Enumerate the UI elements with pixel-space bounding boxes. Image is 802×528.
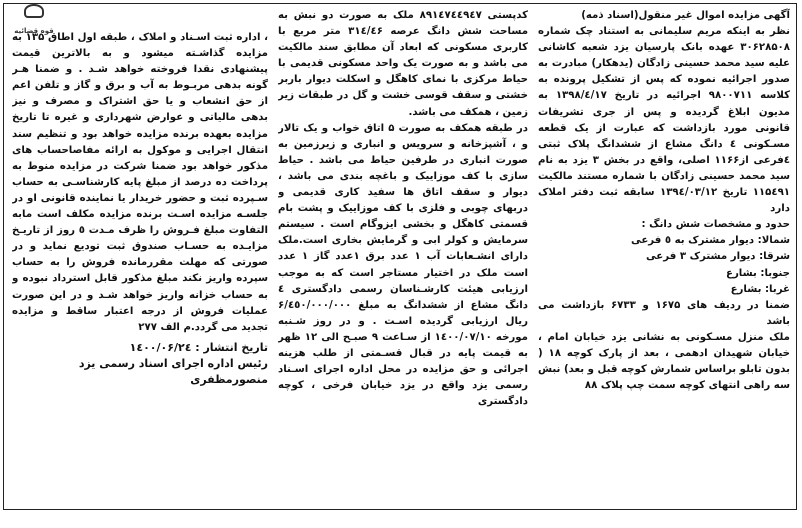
logo-caption: قوه قضائیه <box>14 27 54 35</box>
judiciary-logo <box>8 4 60 35</box>
signatory-name: منصورمظفری <box>190 372 268 386</box>
boundaries-heading: حدود و مشخصات شش دانگ : <box>641 219 790 231</box>
notice-column-middle <box>278 8 528 506</box>
property-details: در طبقه همکف به صورت ۵ اتاق خواب و یک تالار و ، آشپزخانه و سرویس و انباری و زیرزمین به صورت انباری در طرفین حیاط می باشد . حیاط سازی با کف موزاییک و باغچه بندی می باشد ، دیوار و سقف اتاق ها سفید کاری قدیمی و دربهای چوبی و فلزی با کف موزاییک و پشت بام قسمتی کاهگل و بخشی ایزوگام است . سیستم سرمایش و کولر ابی و گرمایش بخاری است.ملک دارای انشـعابات آب ۱ عدد برق ۱عدد گاز ۱ عدد است ملک در اختیار مستاجر است که به موجب ارزیابی هیئت کارشـناسان رسمی دادگستری ٤ دانگ مشاع از ششدانگ به مبلغ ۶/٤٥۰/۰۰۰/۰۰۰ ریال ارزیابی گردیده اسـت . و در روز شـنبه مورخه ۱٤۰۰/۰۷/۱۰ از سـاعت ۹ صبـح الی ۱۲ ظهر به قیمت پایه در قبال قسـمتی از طلب هزینه اجرائی و حق مزایده در محل اداره اجرای اسـناد رسمی یزد واقع در یزد خیابان فرخی ، کوچه دادگستری <box>278 122 528 408</box>
scales-of-justice-icon <box>24 4 44 18</box>
property-address: ملک منزل مسـکونی به نشانی یزد خیابان امام ، خیابان شهیدان ادهمی ، بعد از پارک کوچه ۱۸ ( بدون تابلو براساس شمارش کوچه قبل و بعد) نبش سه راهی انتهای کوچه سمت چپ پلاک ۸۸ <box>538 331 790 392</box>
notice-footer <box>12 340 268 388</box>
seizure-note: ضمنا در ردیف های ۱۶۷۵ و ۶۷۳۳ بازداشت می باشد <box>538 299 790 327</box>
signatory-title: رئیس اداره اجرای اسناد رسمی یزد <box>78 356 268 370</box>
boundary-east: شرقا: دیوار مشترک ۳ فرعی <box>645 251 790 263</box>
notice-title: آگهی مزایده اموال غیر منقول(اسناد ذمه) <box>581 10 790 21</box>
boundary-south: جنوبا: بشارع <box>725 267 790 279</box>
notice-paragraph: نظر به اینکه مریم سلیمانی به استناد چک شماره ۳۰۶۲۸۵۰۸ عهده بانک پارسیان یزد شعبه کاشانی علیه سید محمد حسینی زادگان (یدهکار) مبادرت به صدور اجرائیه نموده که پس از تشکیل پرونده به کلاسه ۹۸۰۰۷۱۱ اجرائیه در تاریخ ۱۳۹۸/٤/۱۷ به مدیون ابلاغ گردیده و پس از جری تشریفات قانونی مورد بازداشت که عبارت از یک قطعه مسـکونی ٤ دانگ مشاع از ششدانگ پلاک ثبتی ٤فرعی از۱۱۶۶ اصلی، واقع در بخش ۳ یزد به نام سید محمد حسینی زادگان با شماره مستند مالکیت ۱۱۵٤۹۱ تاریخ ۱۳۹٤/۰۳/۱۲ سابقه ثبت دفتر املاک دارد <box>538 26 790 215</box>
publish-date: تاریخ انتشار : ۱٤۰۰/۰۶/۲٤ <box>129 340 268 354</box>
notice-column-right <box>538 8 790 506</box>
boundary-north: شمالا: دیوار مشترک به ٥ فرعی <box>631 235 790 247</box>
auction-terms: ، اداره ثبت اسـناد و املاک ، طبقه اول اطاق ۱۳۵ به مزایده گذاشـته میشود و به بالاترین قیمت پیشنهادی نقدا فروخته خواهد شـد . و ضمنا هـر گونه بدهی مربـوط به آب و برق و گاز و تلفن اعم از حق انشعاب و یا حق اشتراک و مصرف و نیز بدهی مالیاتی و عوارض شهرداری و غیره تا تاریخ مزایده بعهده برنده مزایده خواهد بود و تنظیم سند انتقال اجرایی و موکول به ارائه مفاصاحساب های مذکور خواهد بود ضمنا شرکت در مزایده منوط به پرداخت ده درصد از مبلغ پایه کارشناسـی به حساب سـپرده ثبت و حضور خریدار یا نماینده قانونی او در جلسـه مزایده اسـت برنده مزایده مکلف است مابه التفاوت مبلغ فـروش را ظرف مـدت ٥ روز از تاریـخ مزایـده به حسـاب صندوق ثبت تودیع نماید و در صورتی که مهلت مقررمانده فروش را به حساب سپرده واریز نکند مبلغ مذکور قابل استرداد نبوده و به حساب خزانه واریز خواهد شـد و در این صورت عملیات فروش از درجه اعتبار ساقط و مزایده تجدید می گردد.م الف ۲۷۷ <box>12 32 268 333</box>
notice-column-left <box>12 30 268 528</box>
boundary-west: غربا: بشارع <box>730 283 790 295</box>
property-description: کدپستی ۸۹۱٤۷٤٤٩٤۷ ملک به صورت دو نبش به مساحت شش دانگ عرصه ۳۱٤/٤۶ متر مربع با کاربری مسکونی که ابعاد آن مطابق سند مالکیت می باشد و به صورت یک واحد مسکونی قدیمی با حیاط مرکزی با نمای کاهگل و اسکلت دیوار باربر خشتی و سقف قوسی خشت و گل در طبقات زیر زمین ، همکف می باشد. <box>278 10 528 118</box>
